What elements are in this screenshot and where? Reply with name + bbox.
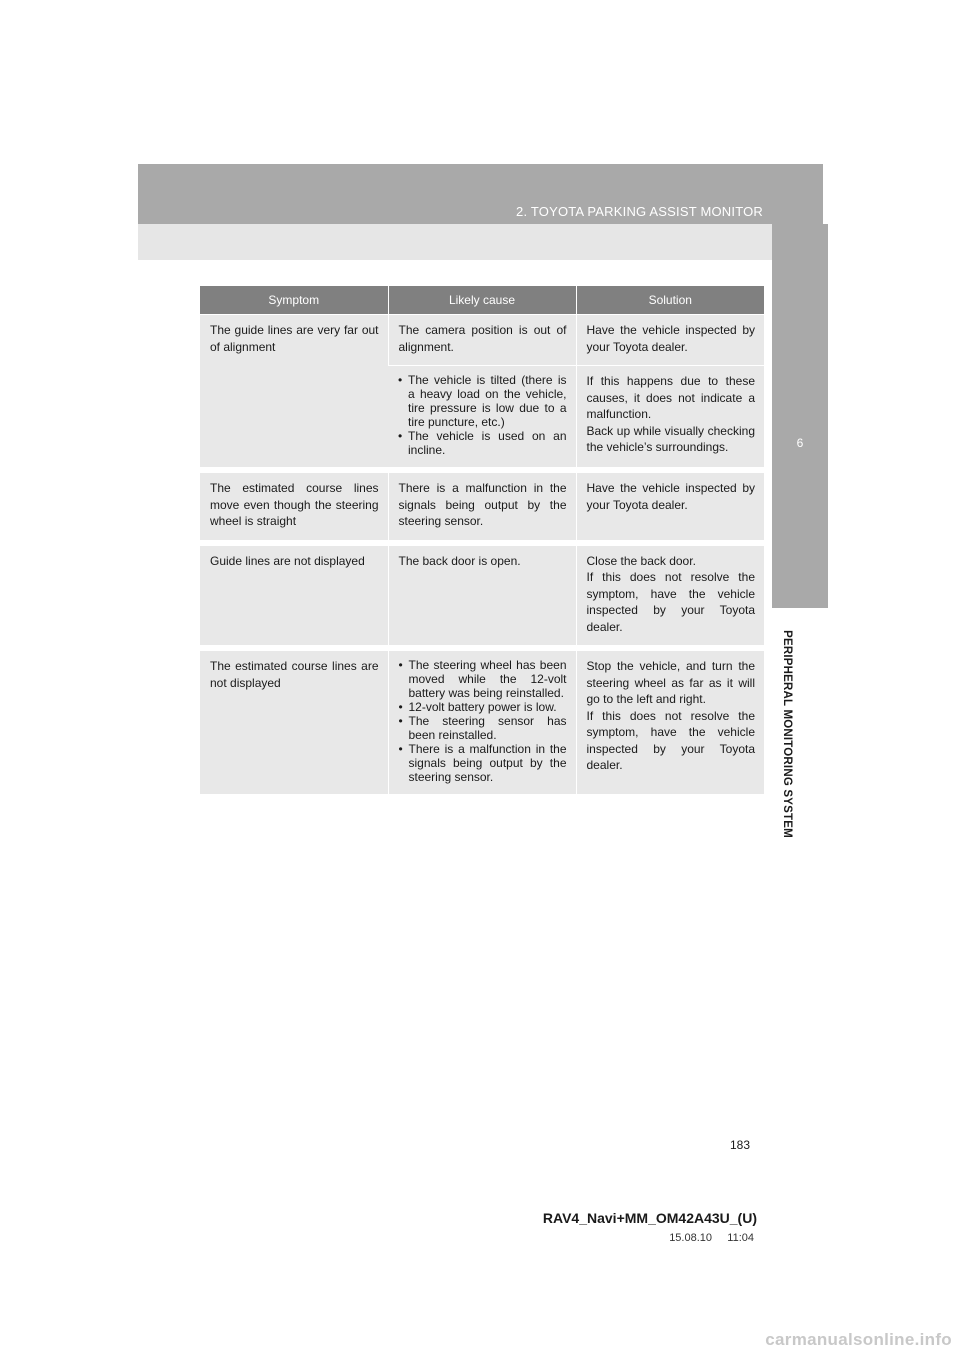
- solution-line: If this does not resolve the symptom, have the vehicle inspected by your Toyota dealer.: [586, 570, 755, 634]
- cause-list: [399, 658, 567, 784]
- solution-line: Stop the vehicle, and turn the steering wheel as far as it will go to the left and right.: [586, 659, 755, 706]
- table-row: [200, 315, 764, 366]
- solution-text: [587, 553, 756, 636]
- list-item: • The steering sensor has been reinstalled.: [399, 714, 567, 742]
- cause-list: [398, 373, 567, 457]
- chapter-label-text: PERIPHERAL MONITORING SYSTEM: [781, 630, 793, 838]
- document-code: RAV4_Navi+MM_OM42A43U_(U): [542, 1210, 757, 1226]
- solution-line: Close the back door.: [586, 553, 696, 568]
- symptom-cell: The estimated course lines are not displayed: [200, 648, 388, 794]
- cause-cell: The back door is open.: [388, 543, 576, 649]
- symptom-cell: Guide lines are not displayed: [200, 543, 388, 649]
- list-item: • The vehicle is used on an incline.: [398, 429, 567, 457]
- table-header-row: [200, 286, 764, 315]
- solution-cell: Have the vehicle inspected by your Toyota dealer.: [576, 470, 764, 543]
- header-band-lower: [138, 224, 823, 260]
- solution-line: If this does not resolve the symptom, have the vehicle inspected by your Toyota dealer.: [586, 708, 755, 772]
- symptom-cell: The guide lines are very far out of alignment: [200, 315, 388, 471]
- header-band: [138, 164, 823, 224]
- list-item: • There is a malfunction in the signals being output by the steering sensor.: [399, 742, 567, 784]
- cause-cell: There is a malfunction in the signals being output by the steering sensor.: [388, 470, 576, 543]
- solution-text: [587, 658, 756, 774]
- table-row: [200, 543, 764, 649]
- chapter-number: 6: [796, 436, 804, 450]
- section-title: 2. TOYOTA PARKING ASSIST MONITOR: [516, 204, 763, 219]
- page-number: 183: [729, 1138, 750, 1152]
- cause-cell: [388, 648, 576, 794]
- solution-text: [587, 373, 756, 456]
- solution-cell: Have the vehicle inspected by your Toyota dealer.: [576, 315, 764, 366]
- solution-cell: [576, 366, 764, 471]
- column-header-solution: Solution: [576, 286, 764, 315]
- troubleshooting-table: [200, 286, 764, 794]
- cause-cell: [388, 366, 576, 471]
- solution-line: Back up while visually checking the vehicle’s surroundings.: [586, 423, 755, 454]
- list-item: • The vehicle is tilted (there is a heavy load on the vehicle, tire pressure is low due to a tire puncture, etc.): [398, 373, 567, 429]
- watermark: carmanualsonline.info: [765, 1330, 952, 1349]
- document-timestamp: 15.08.10 11:04: [669, 1232, 754, 1244]
- table-row: [200, 470, 764, 543]
- cause-cell: The camera position is out of alignment.: [388, 315, 576, 366]
- chapter-label: [772, 618, 802, 850]
- column-header-likely-cause: Likely cause: [388, 286, 576, 315]
- solution-cell: [576, 543, 764, 649]
- column-header-symptom: Symptom: [200, 286, 388, 315]
- table-row: [200, 648, 764, 794]
- symptom-cell: The estimated course lines move even though the steering wheel is straight: [200, 470, 388, 543]
- list-item: • 12-volt battery power is low.: [399, 700, 567, 714]
- chapter-tab[interactable]: [772, 224, 828, 608]
- solution-line: If this happens due to these causes, it does not indicate a malfunction.: [586, 374, 755, 421]
- list-item: • The steering wheel has been moved while the 12-volt battery was being reinstalled.: [399, 658, 567, 700]
- solution-cell: [576, 648, 764, 794]
